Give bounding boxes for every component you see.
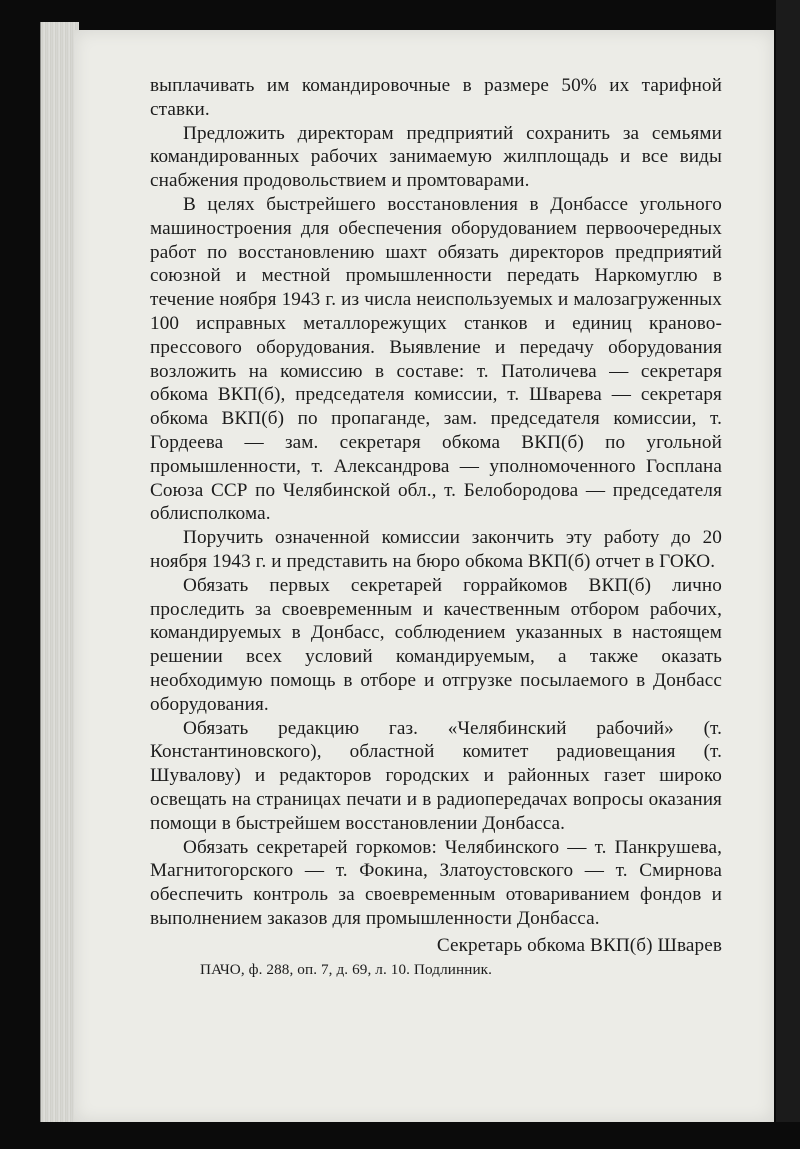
scan-bottom-border	[0, 1122, 800, 1149]
signature: Секретарь обкома ВКП(б) Шварев	[436, 934, 722, 956]
page-body-text	[150, 74, 722, 980]
paragraph-7: Обязать секретарей горкомов: Челябинского — т. Панкрушева, Магнитогорского — т. Фокина, Златоустовского — т. Смирнова обеспечить контроль за своевременным отовариванием фондов и выполнением заказов для промышленности Донбасса.	[150, 836, 722, 929]
paragraph-1: выплачивать им командировочные в размере 50% их тарифной ставки.	[150, 75, 722, 120]
paragraph-6: Обязать редакцию газ. «Челябинский рабочий» (т. Константиновского), областной комитет радиовещания (т. Шувалову) и редакторов городских и районных газет широко освещать на страницах печати и в радиопередачах вопросы оказания помощи в быстрейшем восстановлении Донбасса.	[150, 717, 722, 834]
paragraph-2: Предложить директорам предприятий сохранить за семьями командированных рабочих занимаемую жилплощадь и все виды снабжения продовольствием и промтоварами.	[150, 122, 722, 192]
paragraph-5: Обязать первых секретарей горрайкомов ВКП(б) лично проследить за своевременным и качественным отбором рабочих, командируемых в Донбасс, соблюдением указанных в настоящем решении всех условий командируемым, а также оказать необходимую помощь в отборе и отгрузке посылаемого в Донбасс оборудования.	[150, 574, 722, 715]
paragraph-3: В целях быстрейшего восстановления в Донбассе угольного машиностроения для обеспечения оборудованием первоочередных работ по восстановлению шахт обязать директоров предприятий союзной и местной промышленности передать Наркомуглю в течение ноября 1943 г. из числа неиспользуемых и малозагруженных 100 исправных металлорежущих станков и единиц краново-прессового оборудования. Выявление и передачу оборудования возложить на комиссию в составе: т. Патоличева — секретаря обкома ВКП(б), председателя комиссии, т. Шварева — секретаря обкома ВКП(б) по пропаганде, зам. председателя комиссии, т. Гордеева — зам. секретаря обкома ВКП(б) по угольной промышленности, т. Александрова — уполномоченного Госплана Союза ССР по Челябинской обл., т. Белобородова — председателя облисполкома.	[150, 193, 722, 525]
archive-source-note: ПАЧО, ф. 288, оп. 7, д. 69, л. 10. Подлинник.	[200, 961, 493, 979]
paragraph-4: Поручить означенной комиссии закончить эту работу до 20 ноября 1943 г. и представить на бюро обкома ВКП(б) отчет в ГОКО.	[150, 527, 722, 572]
scan-right-border	[776, 0, 800, 1149]
